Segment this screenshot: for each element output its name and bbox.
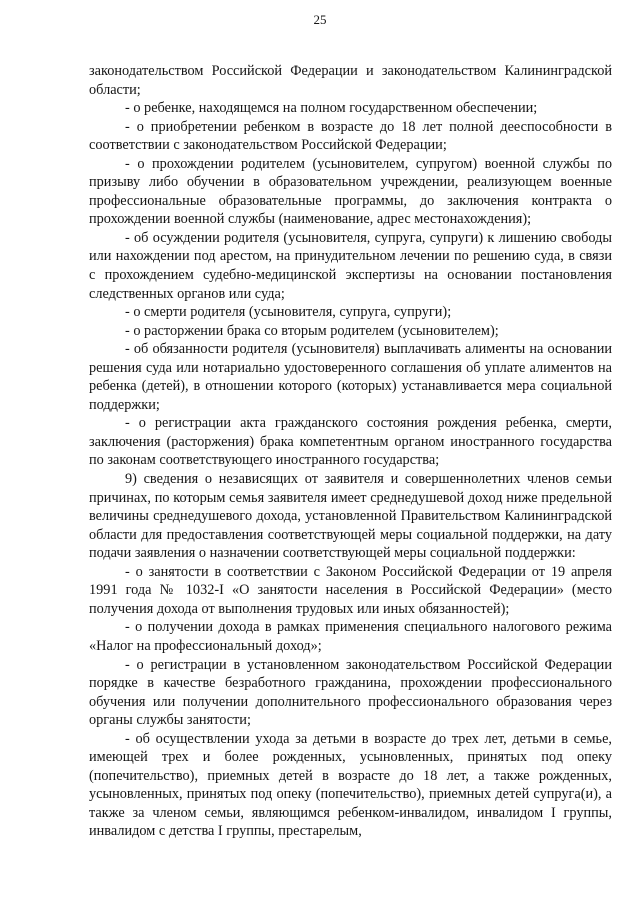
page-number: 25 (313, 12, 327, 27)
paragraph: - о регистрации акта гражданского состояния рождения ребенка, смерти, заключения (расторжения) брака компетентным органом иностранного государства по законам соответствующего иностранного государства; (89, 415, 612, 469)
paragraph: - о ребенке, находящемся на полном государственном обеспечении; (125, 100, 538, 117)
document-body (89, 62, 612, 841)
paragraph: - об осуждении родителя (усыновителя, супруга, супруги) к лишению свободы или нахождении под арестом, на принудительном лечении по решению суда, в связи с прохождением судебно-медицинской экспертизы на основании постановления следственных органов или суда; (89, 229, 612, 302)
paragraph: законодательством Российской Федерации и законодательством Калининградской области; (89, 63, 612, 98)
paragraph: - о занятости в соответствии с Законом Российской Федерации от 19 апреля 1991 года № 1032-I «О занятости населения в Российской Федерации» (место получения дохода от выполнения трудовых или иных обязанностей); (89, 563, 612, 617)
paragraph: - о получении дохода в рамках применения специального налогового режима «Налог на профессиональный доход»; (89, 619, 612, 654)
paragraph: - о расторжении брака со вторым родителем (усыновителем); (125, 322, 499, 339)
paragraph: - о прохождении родителем (усыновителем, супругом) военной службы по призыву либо обучении в образовательном учреждении, реализующем военные профессиональные образовательные программы, до заключения контракта о прохождении военной службы (наименование, адрес местонахождения); (89, 155, 612, 228)
paragraph: - о смерти родителя (усыновителя, супруга, супруги); (125, 304, 452, 321)
paragraph: - об обязанности родителя (усыновителя) выплачивать алименты на основании решения суда или нотариально удостоверенного соглашения об уплате алиментов на ребенка (детей), в отношении которого (которых) устанавливается мера социальной поддержки; (89, 341, 612, 413)
paragraph: - о регистрации в установленном законодательством Российской Федерации порядке в качестве безработного гражданина, прохождении профессионального обучения или получении дополнительного профессионального образования через органы службы занятости; (89, 656, 612, 729)
paragraph: - о приобретении ребенком в возрасте до 18 лет полной дееспособности в соответствии с законодательством Российской Федерации; (89, 118, 612, 154)
paragraph: 9) сведения о независящих от заявителя и совершеннолетних членов семьи причинах, по которым семья заявителя имеет среднедушевой доход ниже предельной величины среднедушевого дохода, установленной Правительством Калининградской области для предоставления соответствующей меры социальной поддержки, на дату подачи заявления о назначении соответствующей меры социальной поддержки: (89, 471, 612, 562)
paragraph: - об осуществлении ухода за детьми в возрасте до трех лет, детьми в семье, имеющей трех и более рожденных, усыновленных, принятых под опеку (попечительство), приемных детей в возрасте до 18 лет, а также рожденных, усыновленных, принятых под опеку (попечительство), приемных детей супруга(и), а также за членом семьи, являющимся ребенком-инвалидом, инвалидом I группы, инвалидом с детства I группы, престарелым, (89, 730, 612, 840)
